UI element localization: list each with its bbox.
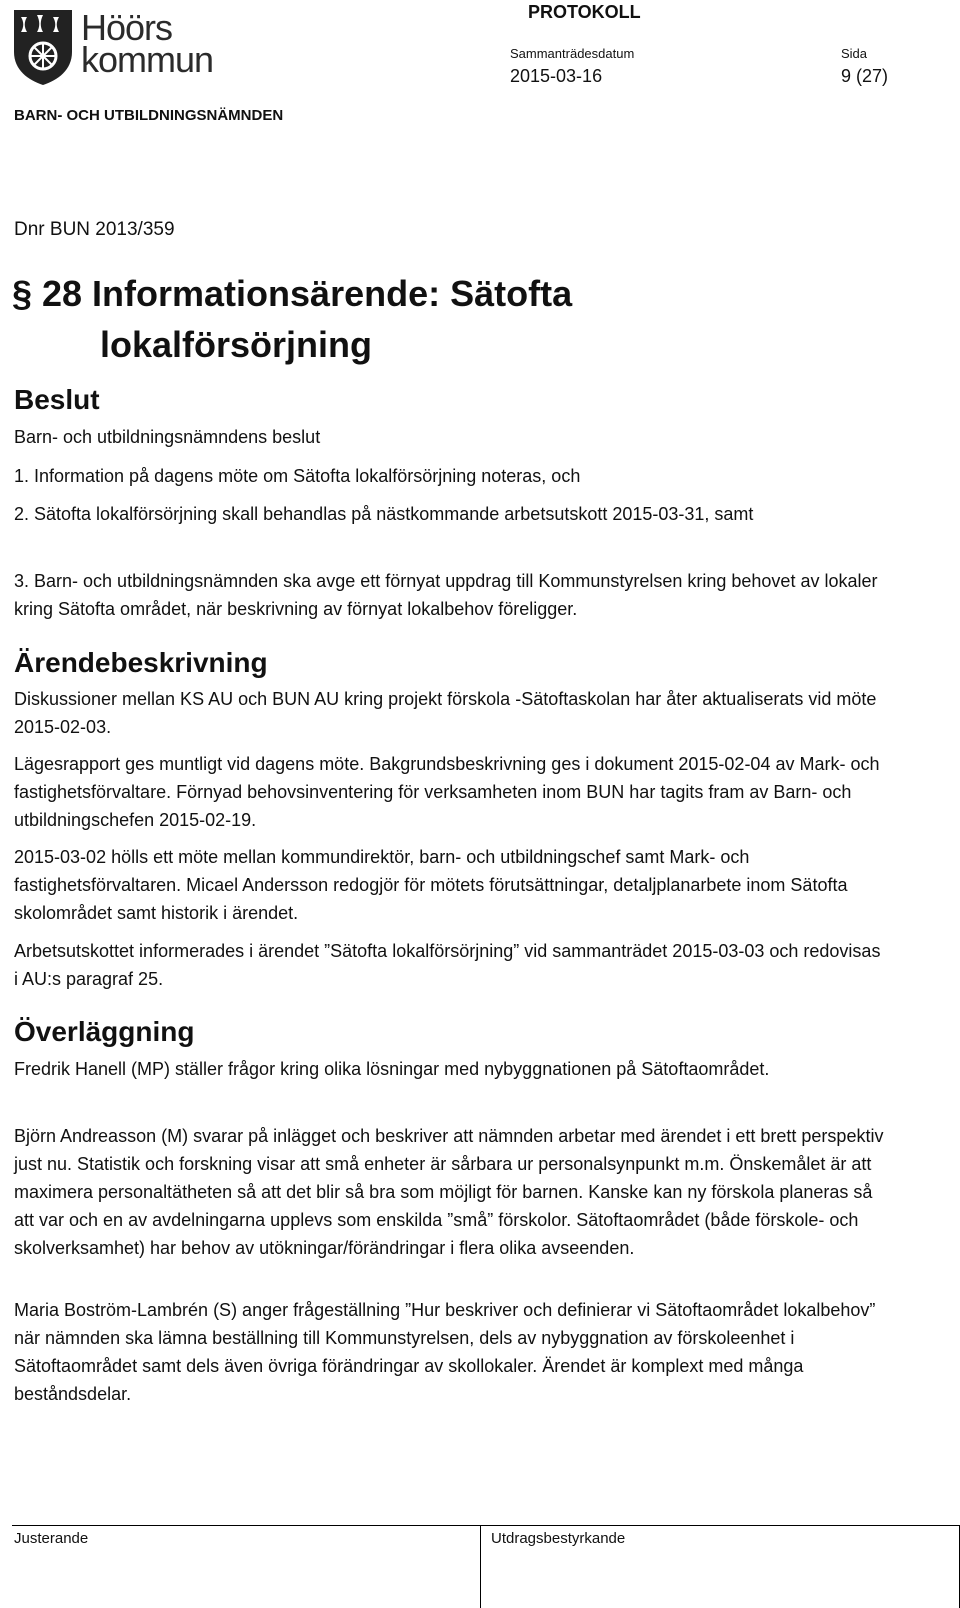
- beslut-heading: Beslut: [14, 384, 100, 415]
- justerande-label: Justerande: [14, 1530, 89, 1547]
- beslut-item-1: 1. Information på dagens möte om Sätofta lokalförsörjning noteras, och: [14, 466, 581, 486]
- municipality-logo: [12, 8, 217, 88]
- logo-wordmark: [81, 7, 214, 80]
- arendebeskrivning-heading: Ärendebeskrivning: [14, 647, 268, 678]
- committee-name: BARN- OCH UTBILDNINGSNÄMNDEN: [14, 107, 284, 124]
- beslut-intro: Barn- och utbildningsnämndens beslut: [14, 427, 321, 447]
- meeting-date-label: Sammanträdesdatum: [510, 46, 635, 61]
- case-number: Dnr BUN 2013/359: [14, 219, 175, 240]
- logo-text-line2: kommun: [81, 39, 214, 80]
- section-title-line1: 28 Informationsärende: Sätofta: [42, 273, 573, 314]
- page-number: 9 (27): [841, 66, 889, 86]
- meeting-date: 2015-03-16: [510, 66, 603, 86]
- document-type: PROTOKOLL: [528, 2, 641, 22]
- footer-divider: [12, 1525, 960, 1526]
- logo-text-line1: Höörs: [81, 7, 173, 48]
- overlaggning-paragraph: Fredrik Hanell (MP) ställer frågor kring olika lösningar med nybyggnationen på Sätoftaområdet.: [14, 1059, 770, 1079]
- overlaggning-heading: Överläggning: [14, 1016, 195, 1047]
- section-title-line2: lokalförsörjning: [100, 324, 373, 365]
- footer-column-divider: [480, 1525, 481, 1608]
- section-symbol: §: [12, 273, 33, 314]
- arendebeskrivning-paragraph: Diskussioner mellan KS AU och BUN AU kring projekt förskola -Sätoftaskolan har åter aktualiserats vid möte 2015-02-03.: [14, 689, 877, 737]
- overlaggning-paragraph: Maria Boström-Lambrén (S) anger frågeställning ”Hur beskriver och definierar vi Sätoftaområdet lokalbehov” när nämnden ska lämna beställning till Kommunstyrelsen, dels av nybyggnation av förskoleenhet i Sätoftaområdet samt dels även övriga förändringar av skollokaler. Ärendet är komplext med många beståndsdelar.: [14, 1300, 876, 1404]
- utdragsbestyrkande-label: Utdragsbestyrkande: [491, 1530, 626, 1547]
- beslut-item-3: 3. Barn- och utbildningsnämnden ska avge ett förnyat uppdrag till Kommunstyrelsen kring behovet av lokaler kring Sätofta området, när beskrivning av förnyat lokalbehov föreligger.: [14, 571, 878, 619]
- page-label: Sida: [841, 46, 868, 61]
- arendebeskrivning-paragraph: Lägesrapport ges muntligt vid dagens möte. Bakgrundsbeskrivning ges i dokument 2015-02-04 av Mark- och fastighetsförvaltare. Förnyad behovsinventering för verksamheten inom BUN har tagits fram av Barn- och utbildningschefen 2015-02-19.: [14, 754, 880, 830]
- arendebeskrivning-paragraph: 2015-03-02 hölls ett möte mellan kommundirektör, barn- och utbildningschef samt Mark- och fastighetsförvaltaren. Micael Andersson redogjör för mötets förutsättningar, detaljplanarbete inom Sätofta skolområdet samt historik i ärendet.: [14, 847, 848, 923]
- arendebeskrivning-paragraph: Arbetsutskottet informerades i ärendet ”Sätofta lokalförsörjning” vid sammanträdet 2015-03-03 och redovisas i AU:s paragraf 25.: [14, 941, 881, 989]
- beslut-item-2: 2. Sätofta lokalförsörjning skall behandlas på nästkommande arbetsutskott 2015-03-31, samt: [14, 504, 754, 524]
- overlaggning-paragraph: Björn Andreasson (M) svarar på inlägget och beskriver att nämnden arbetar med ärendet i ett brett perspektiv just nu. Statistik och forskning visar att små enheter är sårbara ur personalsynpunkt m.m. Önskemålet är att maximera personaltätheten så att det blir så bra som möjligt för barnen. Kanske kan ny förskola planeras så att var och en av avdelningarna upplevs som enskilda ”små” förskolor. Sätoftaområdet (både förskole- och skolverksamhet) har behov av utökningar/förändringar i flera olika avseenden.: [14, 1126, 884, 1258]
- coat-of-arms-icon: [12, 8, 76, 86]
